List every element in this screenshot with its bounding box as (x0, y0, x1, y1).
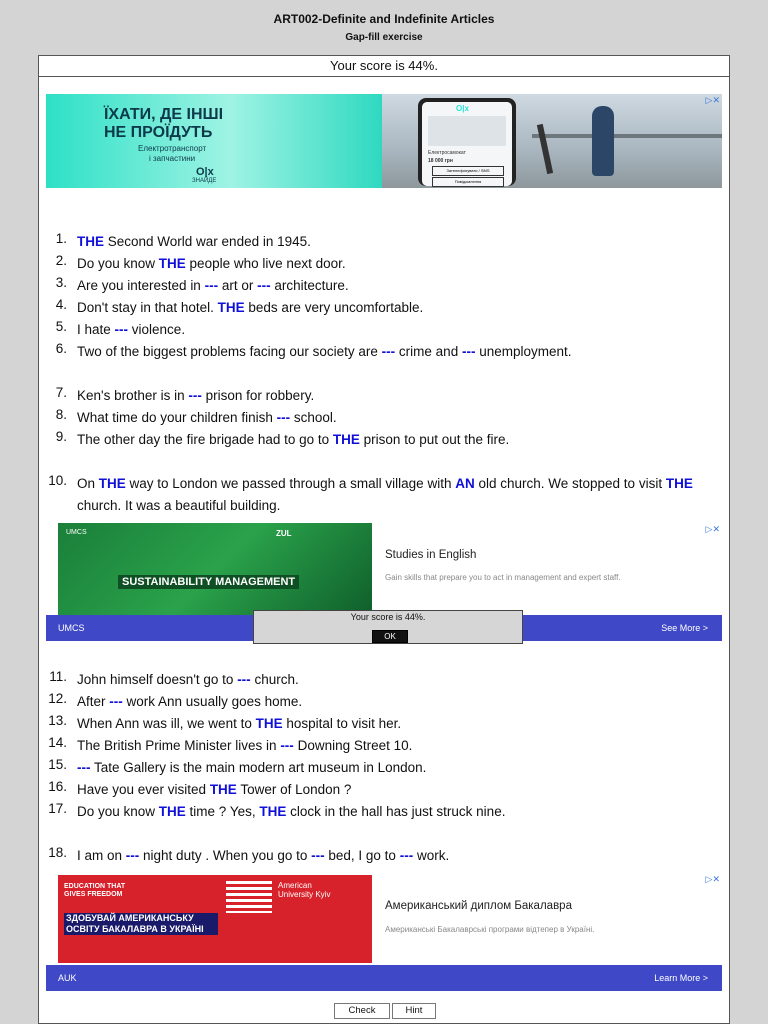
ad-image[interactable] (58, 875, 372, 963)
sentence-fragment: Downing Street 10. (293, 738, 413, 753)
answer-blank[interactable]: THE (98, 476, 126, 491)
sentence-fragment: time ? Yes, (185, 804, 260, 819)
phone-call-button: Зателефонувати / SMS (432, 166, 504, 176)
sentence-fragment: crime and (395, 344, 462, 359)
question-text (77, 297, 717, 319)
question-number: 17. (48, 801, 67, 816)
answer-blank[interactable]: THE (665, 476, 693, 491)
question-text (77, 691, 717, 713)
ad-cta-bar[interactable] (46, 965, 722, 991)
phone-item-price: 18 000 грн (428, 158, 453, 164)
sentence-fragment: Tate Gallery is the main modern art museum in London. (90, 760, 427, 775)
question-number: 10. (48, 473, 67, 488)
ad-image-left[interactable] (46, 94, 382, 188)
sentence-fragment: violence. (128, 322, 186, 337)
hint-button[interactable]: Hint (392, 1003, 436, 1019)
sentence-fragment: Are you interested in (77, 278, 205, 293)
olx-logo-sub: ЗНАЙДЕ (192, 178, 217, 184)
ad-description: Американські Бакалаврські програми відтепер в Україні. (385, 925, 595, 934)
phone-message-button: Повідомлення (432, 177, 504, 187)
question-text (77, 275, 717, 297)
ad-image-right[interactable] (382, 94, 722, 188)
question-number: 9. (55, 429, 67, 444)
sentence-fragment: When Ann was ill, we went to (77, 716, 256, 731)
sentence-fragment: Second World war ended in 1945. (104, 234, 311, 249)
sentence-fragment: Do you know (77, 804, 159, 819)
question-text (77, 801, 717, 823)
answer-blank[interactable]: --- (276, 410, 291, 425)
person-figure (592, 106, 614, 176)
page-title: ART002-Definite and Indefinite Articles (273, 12, 495, 26)
question-text (77, 253, 717, 275)
question-number: 1. (55, 231, 67, 246)
auk-logo-text: American University Kyiv (278, 881, 331, 899)
scooter-icon (537, 124, 553, 174)
answer-blank[interactable]: THE (209, 782, 237, 797)
answer-blank[interactable]: --- (77, 760, 91, 775)
answer-blank[interactable]: THE (217, 300, 245, 315)
question-text (77, 845, 717, 867)
answer-blank[interactable]: THE (255, 716, 283, 731)
answer-blank[interactable]: --- (204, 278, 219, 293)
phone-mockup (418, 98, 516, 186)
ad-image-headline: SUSTAINABILITY MANAGEMENT (118, 575, 299, 589)
sentence-fragment: The other day the fire brigade had to go to (77, 432, 333, 447)
answer-blank[interactable]: THE (332, 432, 360, 447)
question-number: 8. (55, 407, 67, 422)
page-subtitle: Gap-fill exercise (345, 32, 423, 43)
answer-blank[interactable]: --- (237, 672, 251, 687)
sentence-fragment: Ken's brother is in (77, 388, 189, 403)
sentence-fragment: beds are very uncomfortable. (244, 300, 424, 315)
sentence-fragment: After (77, 694, 110, 709)
ad-image[interactable] (58, 523, 372, 615)
umcs-logo: UMCS (66, 529, 87, 536)
sentence-fragment: people who live next door. (185, 256, 346, 271)
sentence-fragment: prison for robbery. (201, 388, 315, 403)
question-text (77, 473, 717, 517)
sentence-fragment: I am on (77, 848, 126, 863)
adchoices-icon[interactable]: ▷✕ (705, 95, 720, 105)
sentence-fragment: Two of the biggest problems facing our society are (77, 344, 382, 359)
adchoices-icon[interactable]: ▷✕ (705, 524, 720, 534)
ad-banner-olx[interactable] (46, 94, 722, 188)
ad-sub-2: і запчастини (149, 154, 196, 163)
scooter-image (428, 116, 506, 146)
question-number: 11. (49, 669, 67, 684)
auk-logo-icon (226, 881, 272, 913)
question-text (77, 735, 717, 757)
question-text (77, 231, 717, 253)
question-text (77, 407, 717, 429)
question-text (77, 779, 717, 801)
score-text: Your score is 44%. (39, 56, 729, 77)
ad-headline-1: ЇХАТИ, ДЕ ІНШІ (104, 106, 224, 123)
exercise-panel (38, 55, 730, 1024)
sentence-fragment: On (77, 476, 99, 491)
answer-blank[interactable]: THE (77, 234, 104, 249)
ad-image-tagline: EDUCATION THAT GIVES FREEDOM (64, 883, 126, 898)
answer-blank[interactable]: --- (114, 322, 129, 337)
sentence-fragment: I hate (77, 322, 115, 337)
ok-button[interactable]: OK (372, 630, 408, 643)
question-text (77, 713, 717, 735)
ad-title[interactable]: Studies in English (385, 549, 477, 561)
score-dialog (253, 610, 523, 644)
sentence-fragment: Don't stay in that hotel. (77, 300, 218, 315)
sentence-fragment: church. (250, 672, 299, 687)
ad-headline-2: НЕ ПРОЇДУТЬ (104, 124, 213, 141)
ad-advertiser: UMCS (58, 623, 85, 633)
question-number: 2. (55, 253, 67, 268)
ad-description: Gain skills that prepare you to act in management and expert staff. (385, 573, 621, 582)
question-text (77, 341, 717, 363)
answer-blank[interactable]: --- (188, 388, 202, 403)
sentence-fragment: Have you ever visited (77, 782, 210, 797)
ad-title[interactable]: Американський диплом Бакалавра (385, 900, 572, 912)
sentence-fragment: John himself doesn't go to (77, 672, 238, 687)
answer-blank[interactable]: --- (381, 344, 396, 359)
answer-blank[interactable]: THE (158, 256, 186, 271)
sentence-fragment: clock in the hall has just struck nine. (286, 804, 506, 819)
question-number: 14. (48, 735, 67, 750)
question-number: 3. (55, 275, 67, 290)
check-button[interactable]: Check (334, 1003, 390, 1019)
question-text (77, 429, 717, 451)
question-number: 16. (48, 779, 67, 794)
zul-logo: ZUL (276, 529, 292, 538)
answer-blank[interactable]: --- (257, 278, 271, 293)
answer-blank[interactable]: --- (399, 848, 414, 863)
sentence-fragment: work. (413, 848, 450, 863)
sentence-fragment: bed, I go to (324, 848, 400, 863)
answer-blank[interactable]: --- (461, 344, 476, 359)
sentence-fragment: church. It was a beautiful building. (77, 498, 281, 513)
sentence-fragment: Do you know (77, 256, 159, 271)
answer-blank[interactable]: --- (125, 848, 140, 863)
phone-item-name: Електросамокат (428, 150, 466, 156)
sentence-fragment: architecture. (270, 278, 349, 293)
question-text (77, 385, 717, 407)
sentence-fragment: Tower of London ? (236, 782, 352, 797)
question-number: 15. (48, 757, 67, 772)
answer-blank[interactable]: --- (280, 738, 294, 753)
question-number: 7. (55, 385, 67, 400)
question-number: 5. (55, 319, 67, 334)
ad-banner-auk[interactable] (46, 873, 722, 991)
sentence-fragment: prison to put out the fire. (359, 432, 510, 447)
question-number: 18. (48, 845, 67, 860)
dialog-message: Your score is 44%. (350, 612, 426, 622)
learn-more-link[interactable]: Learn More > (654, 973, 708, 983)
answer-blank[interactable]: --- (109, 694, 123, 709)
sentence-fragment: school. (290, 410, 337, 425)
sentence-fragment: old church. We stopped to visit (474, 476, 666, 491)
question-number: 12. (48, 691, 67, 706)
sentence-fragment: hospital to visit her. (282, 716, 402, 731)
sentence-fragment: work Ann usually goes home. (122, 694, 303, 709)
question-number: 6. (55, 341, 67, 356)
answer-blank[interactable]: THE (158, 804, 186, 819)
phone-olx-logo: O|x (456, 104, 469, 113)
ad-advertiser: AUK (58, 973, 77, 983)
question-text (77, 319, 717, 341)
bridge-rail (532, 134, 722, 138)
see-more-link[interactable]: See More > (661, 623, 708, 633)
sentence-fragment: night duty . When you go to (139, 848, 312, 863)
sentence-fragment: What time do your children finish (77, 410, 277, 425)
answer-blank[interactable]: THE (259, 804, 287, 819)
sentence-fragment: The British Prime Minister lives in (77, 738, 281, 753)
adchoices-icon[interactable]: ▷✕ (705, 874, 720, 884)
sentence-fragment: art or (218, 278, 258, 293)
ad-sub-1: Електротранспорт (138, 144, 207, 153)
sentence-fragment: unemployment. (475, 344, 572, 359)
question-number: 13. (48, 713, 67, 728)
question-text (77, 757, 717, 779)
question-text (77, 669, 717, 691)
olx-logo: O|x (196, 166, 214, 178)
ad-image-headline: ЗДОБУВАЙ АМЕРИКАНСЬКУ ОСВІТУ БАКАЛАВРА В УКРАЇНІ (64, 913, 218, 935)
sentence-fragment: way to London we passed through a small village with (125, 476, 456, 491)
question-number: 4. (55, 297, 67, 312)
answer-blank[interactable]: --- (311, 848, 325, 863)
answer-blank[interactable]: AN (455, 476, 475, 491)
